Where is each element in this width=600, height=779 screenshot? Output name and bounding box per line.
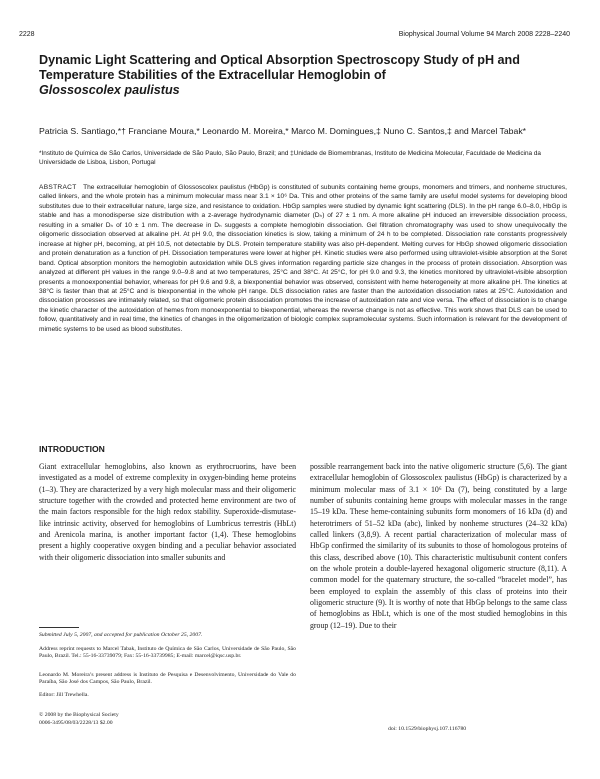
article-title — [39, 53, 569, 98]
copyright-notice: © 2008 by the Biophysical Society — [39, 712, 119, 718]
author-list: Patricia S. Santiago,*† Franciane Moura,* Leonardo M. Moreira,* Marco M. Domingues,‡ Nuno C. Santos,‡ and Marcel Tabak* — [39, 126, 527, 136]
title-species: Glossoscolex paulistus — [39, 83, 180, 97]
footnote-editor: Editor: Jill Trewhella. — [39, 692, 89, 698]
intro-right-column: possible rearrangement back into the native oligomeric structure (5,6). The giant extracellular hemoglobin of Glossoscolex paulistus (HbGp) is characterized by a minimum molecular mass of 3.1 × 10⁶ Da (7), being constituted by a large number of subunits containing heme groups with molecular masses in the range 15–19 kDa. These heme-containing subunits form monomers of 16 kDa (d) and heterotrimers of 51–52 kDa (abc), linked by nonheme structures (24–32 kDa) called linkers (3,8,9). A recent partial characterization of molecular mass of HbGp confirmed the similarity of its subunits to those of homologous proteins of this class, described above (10). This characteristic multisubunit content confers on the whole protein a double-layered hexagonal oligomeric structure (8,11). A common model for the quaternary structure, the so-called “bracelet model”, has been employed to explain the assembly of this class of proteins into their oligomeric structure (9). It is worthy of note that HbGp belongs to the same class of hemoglobins as HbLt, which is one of the most studied hemoglobins in this group (12–19). Due to their — [310, 462, 567, 630]
abstract-label: ABSTRACT — [39, 184, 77, 191]
footnote-divider — [39, 627, 79, 628]
title-main: Dynamic Light Scattering and Optical Absorption Spectroscopy Study of pH and Temperature Stabilities of the Extracellular Hemoglobin of — [39, 53, 520, 82]
doi: doi: 10.1529/biophysj.107.116780 — [388, 725, 467, 732]
affiliations: *Instituto de Química de São Carlos, Universidade de São Paulo, São Paulo, Brazil; and ‡Unidade de Biomembranas, Instituto de Medicina Molecular, Faculdade de Medicina da Universidade de Lisboa, Lisbon, Portugal — [39, 150, 541, 166]
abstract — [39, 183, 567, 334]
footnote-reprints: Address reprint requests to Marcel Tabak, Instituto de Química de São Carlos, Universidade de São Paulo, São Paulo, Brazil. Tel.: 55-16-33739079; Fax: 55-16-33739985; E-mail: marcel@iqsc.usp.br. — [39, 646, 296, 660]
section-heading-introduction: INTRODUCTION — [39, 444, 105, 454]
journal-citation: Biophysical Journal Volume 94 March 2008 2228–2240 — [398, 31, 570, 38]
intro-left-column: Giant extracellular hemoglobins, also known as erythrocruorins, have been investigated as a model of extreme complexity in oxygen-binding heme proteins (1–3). They are characterized by a very high molecular mass and their oligomeric structure together with the crowded and protected heme environment are two of the main factors responsible for the high redox stability. Superoxide-dismutase-like intrinsic activity, observed for hemoglobins of Lumbricus terrestris (HbLt) and Arenicola marina, is another important factor (1,4). These hemoglobins present a highly cooperative oxygen binding and a peculiar behavior associated with their oligomeric dissociation into smaller subunits and — [39, 462, 296, 562]
footnote-present-address: Leonardo M. Moreira’s present address is Instituto de Pesquisa e Desenvolvimento, Universidade do Vale do Paraíba, São José dos Campos, São Paulo, Brazil. — [39, 672, 296, 686]
issn-price: 0006-3495/08/03/2228/13 $2.00 — [39, 720, 113, 726]
footnote-submitted: Submitted July 5, 2007, and accepted for publication October 25, 2007. — [39, 632, 203, 638]
page-number: 2228 — [19, 31, 35, 38]
abstract-text: The extracellular hemoglobin of Glossoscolex paulistus (HbGp) is constituted of subunits containing heme groups, monomers and trimers, and nonheme structures, called linkers, and the whole protein has a minimum molecular mass near 3.1 × 10⁶ Da. This and other proteins of the same family are useful model systems for developing blood substitutes due to their extracellular nature, large size, and resistance to oxidation. HbGp samples were studied by dynamic light scattering (DLS). In the pH range 6.0–8.0, HbGp is stable and has a monodisperse size distribution with a z-average hydrodynamic diameter (Dₕ) of 27 ± 1 nm. A more alkaline pH induced an irreversible dissociation process, resulting in a smaller Dₕ of 10 ± 1 nm. The decrease in Dₕ suggests a complete hemoglobin dissociation. Gel filtration chromatography was used to show unequivocally the oligomeric dissociation observed at alkaline pH. At pH 9.0, the dissociation kinetics is slow, taking a minimum of 24 h to be completed. Dissociation rate constants progressively increase at higher pH, becoming, at pH 10.5, not detectable by DLS. Protein temperature stability was also pH-dependent. Melting curves for HbGp showed oligomeric dissociation and protein denaturation as a function of pH. Dissociation temperatures were lower at higher pH. Kinetic studies were also performed using ultraviolet-visible absorption at the Soret band. Optical absorption monitors the hemoglobin autoxidation while DLS gives information regarding particle size changes in the process of protein dissociation. Absorption was analyzed at different pH values in the range 9.0–9.8 and at two temperatures, 25°C and 38°C. At 25°C, for pH 9.0 and 9.3, the kinetics monitored by ultraviolet-visible absorption presents a monoexponential behavior, whereas for pH 9.6 and 9.8, a biexponential behavior was observed, consistent with heme heterogeneity at more alkaline pH. The kinetics at 38°C is faster than that at 25°C and is biexponential in the whole pH range. DLS dissociation rates are faster than the autoxidation dissociation rates at 25°C. Autoxidation and dissociation processes are intimately related, so that oligomeric protein dissociation promotes the increase of autoxidation rate and vice versa. The effect of dissociation is to change the kinetic character of the autoxidation of hemes from monoexponential to biexponential, whereas the reverse change is not as effective. This work shows that DLS can be used to follow, quantitatively and in real time, the kinetics of changes in the oligomerization of biologic complex supramolecular systems. Such information is relevant for the development of mimetic systems to be used as blood substitutes. — [39, 184, 567, 333]
